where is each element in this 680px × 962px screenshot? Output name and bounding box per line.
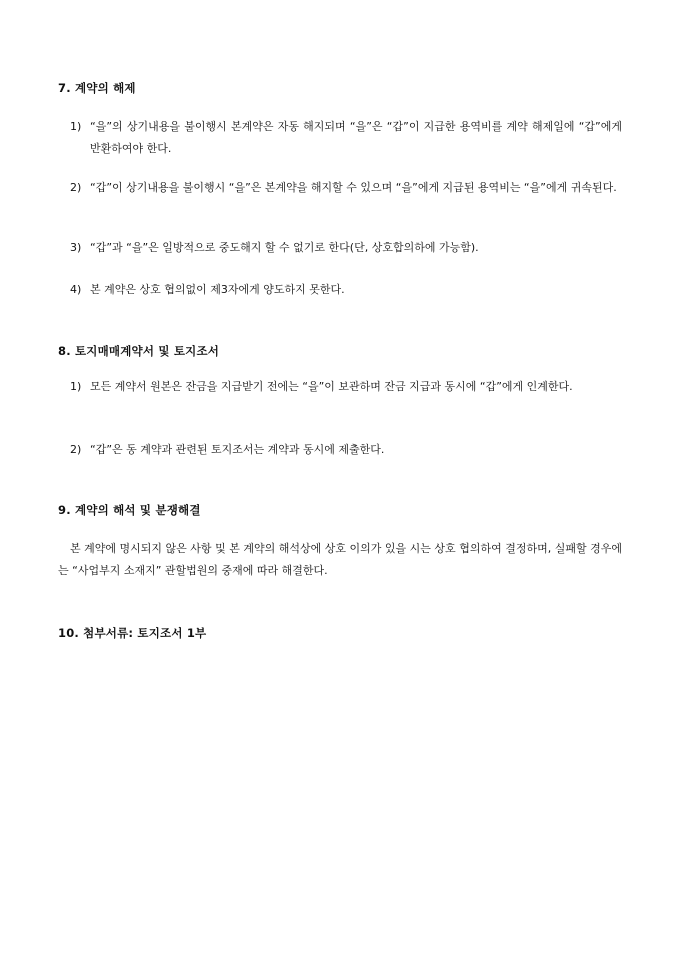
item-number: 1) [70,380,82,393]
section-8-heading: 8. 토지매매계약서 및 토지조서 [58,344,220,358]
section-10-heading: 10. 첨부서류: 토지조서 1부 [58,626,207,640]
item-number: 2) [70,181,82,194]
item-text: “갑”은 동 계약과 관련된 토지조서는 계약과 동시에 제출한다. [90,443,385,456]
section-9-paragraph: 본 계약에 명시되지 않은 사항 및 본 계약의 해석상에 상호 이의가 있을 시는 상호 협의하여 결정하며, 실패할 경우에는 “사업부지 소재지” 관할법원의 중재에 따라 해결한다. [58,542,622,577]
item-text: “갑”과 “을”은 일방적으로 중도해지 할 수 없기로 한다(단, 상호합의하에 가능함). [90,241,479,254]
section-9-heading: 9. 계약의 해석 및 분쟁해결 [58,503,201,517]
item-text: “을”의 상기내용을 불이행시 본계약은 자동 해지되며 “을”은 “갑”이 지급한 용역비를 계약 해제일에 “갑”에게 반환하여야 한다. [90,120,622,155]
item-number: 1) [70,120,82,133]
item-text: “갑”이 상기내용을 불이행시 “을”은 본계약을 해지할 수 있으며 “을”에게 지급된 용역비는 “을”에게 귀속된다. [90,181,617,194]
section-7-item-2 [70,177,622,199]
section-7-item-4 [70,279,622,301]
item-number: 2) [70,443,82,456]
item-text: 모든 계약서 원본은 잔금을 지급받기 전에는 “을”이 보관하며 잔금 지급과 동시에 “갑”에게 인계한다. [90,380,573,393]
section-8-item-2 [70,439,622,461]
item-text: 본 계약은 상호 협의없이 제3자에게 양도하지 못한다. [90,283,345,296]
item-number: 3) [70,241,82,254]
section-7-item-1 [70,116,622,160]
section-7-heading: 7. 계약의 해제 [58,81,136,95]
item-number: 4) [70,283,82,296]
section-7-item-3 [70,237,622,259]
section-8-item-1 [70,376,622,398]
